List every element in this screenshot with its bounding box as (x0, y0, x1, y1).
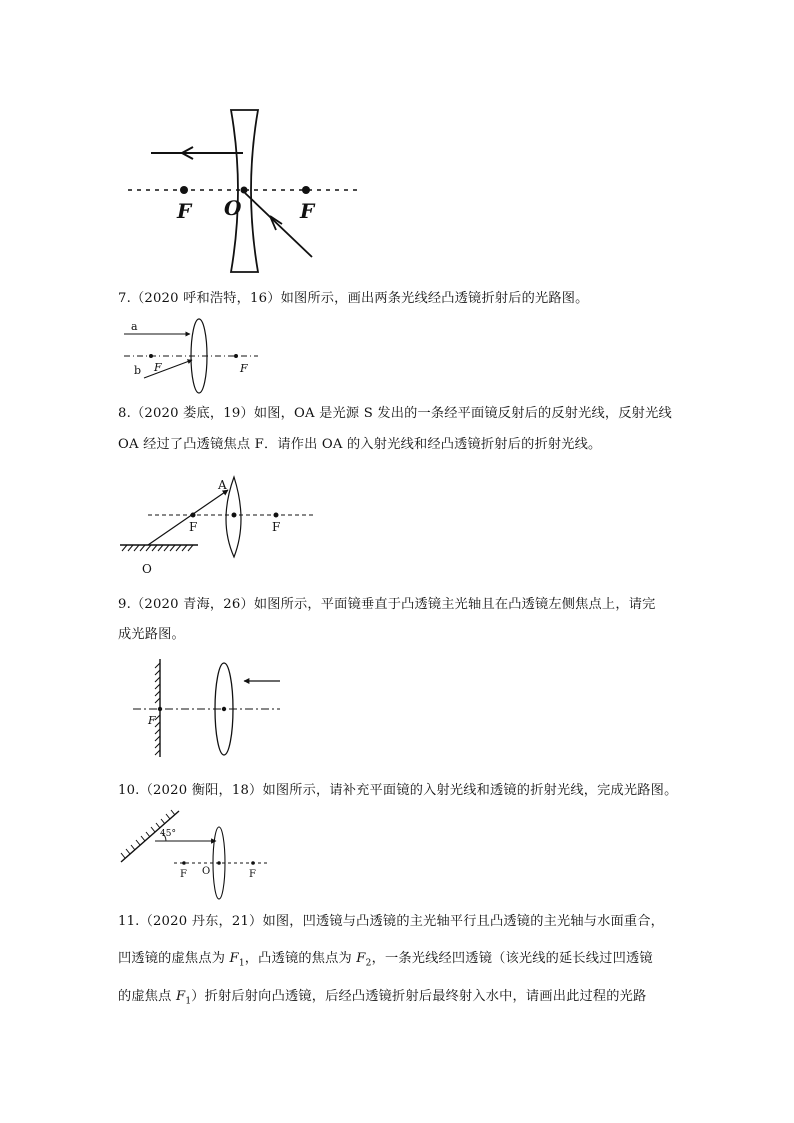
figure-q10-mirror-lens (0, 808, 794, 898)
ray-b-label: b (134, 364, 142, 377)
point-o-label: O (142, 562, 152, 576)
line-2-part-b: ，凸透镜的焦点为 (244, 951, 357, 966)
lens-center-dot (232, 513, 237, 518)
optical-center-dot (241, 187, 248, 194)
f1-subscript: 1 (238, 958, 245, 969)
f1-subscript-2: 1 (185, 996, 192, 1007)
focus-label-left: F (180, 869, 187, 880)
focus-label-right: F (300, 199, 315, 223)
focus-dot (158, 707, 162, 711)
question-8-line-2: OA 经过了凸透镜焦点 F．请作出 OA 的入射光线和经凸透镜折射后的折射光线。 (118, 437, 602, 452)
optical-center-label: O (202, 866, 211, 877)
f1-symbol: F (229, 951, 239, 966)
line-2-part-a: 凹透镜的虚焦点为 (118, 951, 230, 966)
question-11-line-2 (118, 950, 653, 973)
question-9-line-2: 成光路图。 (118, 627, 185, 642)
line-3-part-b: ）折射后射向凸透镜，后经凸透镜折射后最终射入水中，请画出此过程的光路 (191, 989, 647, 1004)
focus-dot-left (180, 186, 188, 194)
angle-label: 45° (160, 829, 176, 839)
focus-dot-left (149, 354, 153, 358)
focus-dot-right (234, 354, 238, 358)
focus-dot-right (251, 861, 255, 865)
figure-q7-convex-lens (0, 310, 794, 410)
focus-label-right: F (240, 362, 248, 375)
line-2-part-c: ，一条光线经凹透镜（该光线的延长线过凹透镜 (371, 951, 653, 966)
ray-b (144, 360, 192, 378)
question-11-line-1: 11.（2020 丹东，21）如图，凹透镜与凸透镜的主光轴平行且凸透镜的主光轴与水面重合， (118, 914, 665, 929)
focus-label: F (148, 714, 156, 727)
f1-symbol-2: F (175, 989, 186, 1004)
optical-center-label: O (224, 196, 242, 220)
question-11-line-3 (118, 988, 646, 1011)
focus-label-left: F (189, 520, 198, 534)
figure-q9-mirror-lens (0, 653, 794, 763)
focus-label-left: F (154, 361, 162, 374)
question-8-line-1: 8.（2020 娄底，19）如图，OA 是光源 S 发出的一条经平面镜反射后的反射光线，反射光线 (118, 406, 672, 421)
figure-q8-mirror-lens (0, 466, 794, 586)
focus-label-right: F (272, 520, 281, 534)
focus-label-left: F (177, 199, 192, 223)
mirror-hatching (122, 545, 193, 551)
question-10-text: 10.（2020 衡阳，18）如图所示，请补充平面镜的入射光线和透镜的折射光线，完成光路图。 (118, 783, 678, 798)
question-9-line-1: 9.（2020 青海，26）如图所示，平面镜垂直于凸透镜主光轴且在凸透镜左侧焦点上，请完 (118, 597, 656, 612)
point-a-label: A (218, 478, 227, 492)
optical-center-dot (217, 861, 221, 865)
focus-dot-left (182, 861, 186, 865)
ray-a-label: a (131, 320, 138, 333)
f2-subscript: 2 (365, 958, 372, 969)
focus-dot-right (274, 513, 279, 518)
question-7-text: 7.（2020 呼和浩特，16）如图所示，画出两条光线经凸透镜折射后的光路图。 (118, 291, 589, 306)
lens-center-dot (222, 707, 226, 711)
focus-dot-left (191, 513, 196, 518)
figure-q6-concave-lens (0, 0, 794, 300)
focus-dot-right (302, 186, 310, 194)
reflected-ray-oa (148, 490, 228, 545)
line-3-part-a: 的虚焦点 (118, 989, 176, 1004)
focus-label-right: F (249, 869, 256, 880)
f2-symbol: F (356, 951, 366, 966)
